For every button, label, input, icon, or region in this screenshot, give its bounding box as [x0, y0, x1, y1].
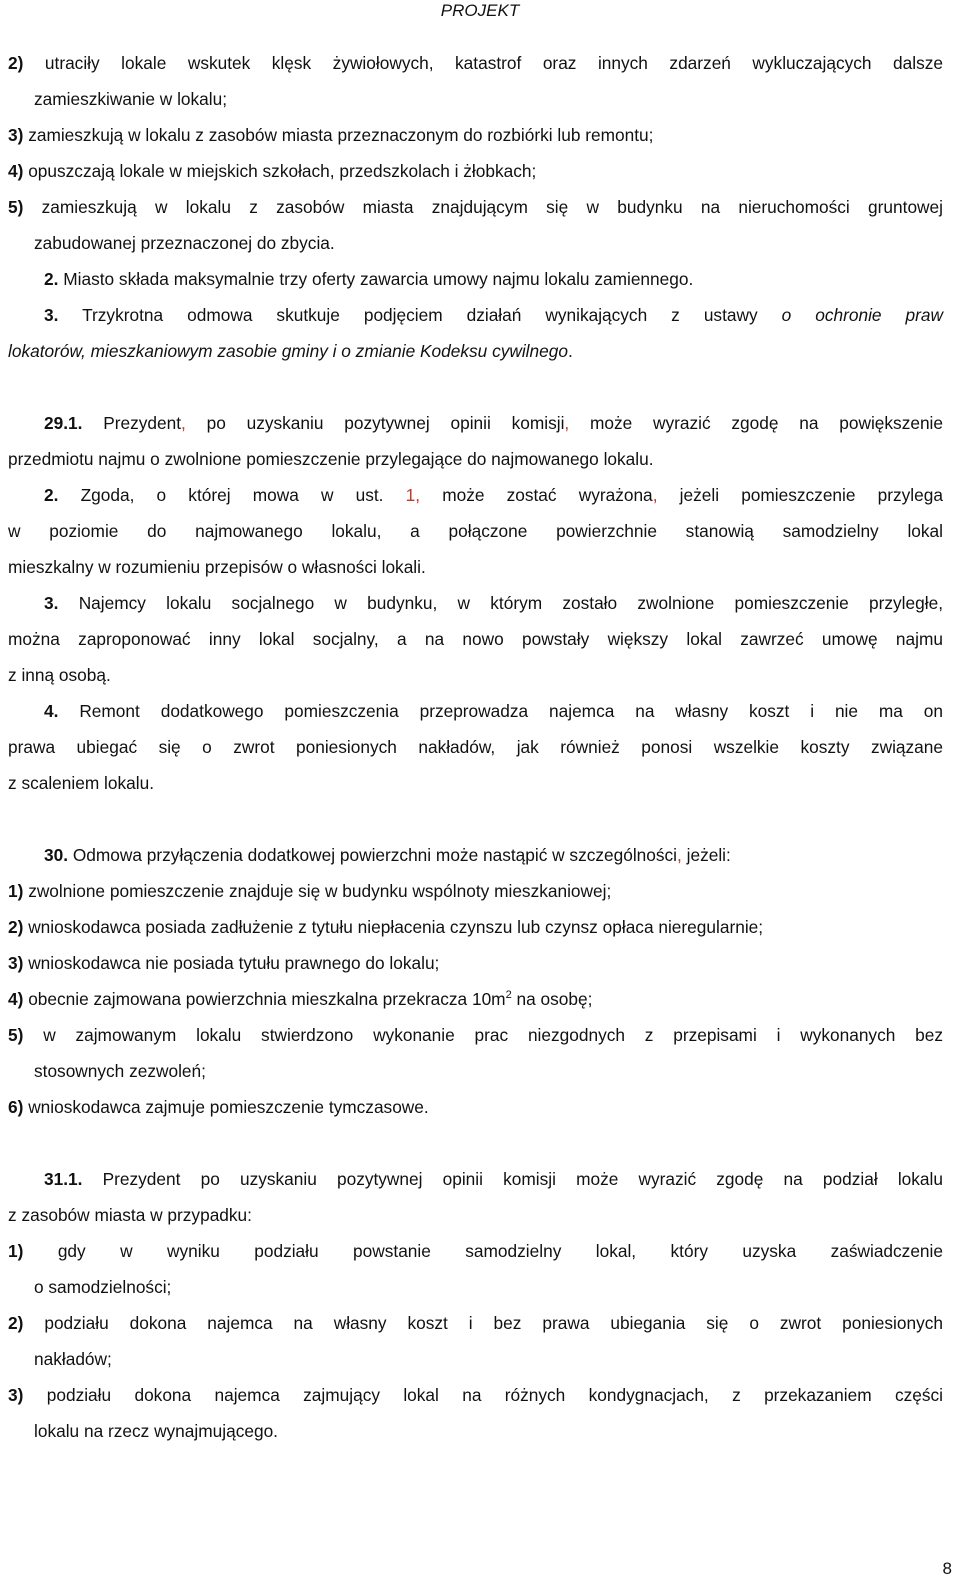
section-31-item-3-cont: lokalu na rzecz wynajmującego.: [34, 1421, 278, 1441]
list-number: 4): [8, 989, 24, 1009]
section-31-item-1-cont: o samodzielności;: [34, 1277, 172, 1297]
paragraph-number: 2.: [44, 485, 59, 505]
list-text: wnioskodawca nie posiada tytułu prawnego do lokalu;: [28, 953, 440, 973]
header-projekt: PROJEKT: [440, 1, 520, 20]
section-number: 30.: [44, 845, 69, 865]
list-text: opuszczają lokale w miejskich szkołach, przedszkolach i żłobkach;: [28, 161, 537, 181]
list-number: 2): [8, 1313, 24, 1333]
section-29-paragraph-2: [44, 484, 943, 506]
text: Zgoda, o której mowa w ust.: [80, 485, 384, 505]
text: Odmowa przyłączenia dodatkowej powierzchni może nastąpić w szczególności: [72, 845, 678, 865]
list-text: obecnie zajmowana powierzchnia mieszkalna przekracza 10m: [28, 989, 506, 1009]
list-item-4: [8, 160, 536, 182]
list-number: 1): [8, 881, 24, 901]
list-item-2: [8, 52, 943, 74]
section-30-item-5-cont: stosownych zezwoleń;: [34, 1061, 206, 1081]
act-title: lokatorów, mieszkaniowym zasobie gminy i o zmianie Kodeksu cywilnego: [8, 341, 568, 361]
superscript: 2: [505, 989, 512, 1002]
section-29-paragraph-2-end: mieszkalny w rozumieniu przepisów o własności lokali.: [8, 557, 426, 577]
list-number: 5): [8, 1025, 24, 1045]
paragraph-text: Trzykrotna odmowa skutkuje podjęciem działań wynikających z ustawy: [82, 305, 758, 325]
section-31-item-3: [8, 1384, 943, 1406]
section-30-item-4: [8, 988, 592, 1010]
list-text: wnioskodawca posiada zadłużenie z tytułu niepłacenia czynszu lub czynsz opłaca nieregularnie;: [28, 917, 764, 937]
section-31-paragraph-1: [44, 1168, 943, 1190]
list-text: zamieszkują w lokalu z zasobów miasta znajdującym się w budynku na nieruchomości gruntowej: [41, 197, 943, 217]
text: Najemcy lokalu socjalnego w budynku, w którym zostało zwolnione pomieszczenie przyległe,: [78, 593, 943, 613]
list-number: 6): [8, 1097, 24, 1117]
text: jeżeli pomieszczenie przylega: [679, 485, 943, 505]
list-text: podziału dokona najemca zajmujący lokal na różnych kondygnacjach, z przekazaniem części: [46, 1385, 944, 1405]
list-text: utraciły lokale wskutek klęsk żywiołowych, katastrof oraz innych zdarzeń wykluczających dalsze: [44, 53, 943, 73]
section-29-paragraph-4-end: z scaleniem lokalu.: [8, 773, 154, 793]
section-30-intro: [44, 844, 731, 866]
act-title: o ochronie praw: [781, 305, 943, 325]
paragraph-number: 2.: [44, 269, 59, 289]
paragraph-3-cont: [8, 340, 573, 362]
list-number: 3): [8, 125, 24, 145]
list-item-2-cont: zamieszkiwanie w lokalu;: [34, 89, 228, 109]
list-number: 3): [8, 953, 24, 973]
paragraph-text: Miasto składa maksymalnie trzy oferty zawarcia umowy najmu lokalu zamiennego.: [63, 269, 694, 289]
text: po uzyskaniu pozytywnej opinii komisji: [206, 413, 565, 433]
list-text: gdy w wyniku podziału powstanie samodzielny lokal, który uzyska zaświadczenie: [57, 1241, 943, 1261]
section-number: 31.1.: [44, 1169, 83, 1189]
paragraph-number: 4.: [44, 701, 59, 721]
list-number: 2): [8, 53, 24, 73]
list-text: wnioskodawca zajmuje pomieszczenie tymczasowe.: [28, 1097, 429, 1117]
text: Prezydent: [103, 413, 182, 433]
paragraph-number: 3.: [44, 305, 59, 325]
list-number: 3): [8, 1385, 24, 1405]
section-29-paragraph-1: [44, 412, 943, 434]
paragraph-3: [44, 304, 943, 326]
list-number: 5): [8, 197, 24, 217]
text: może zostać wyrażona: [442, 485, 653, 505]
punctuation: ,: [181, 413, 186, 433]
list-text: zwolnione pomieszczenie znajduje się w budynku wspólnoty mieszkaniowej;: [28, 881, 612, 901]
list-number: 1): [8, 1241, 24, 1261]
list-item-3: [8, 124, 653, 146]
section-30-item-5: [8, 1024, 943, 1046]
section-29-paragraph-4: [44, 700, 943, 722]
section-29-paragraph-3-cont: można zaproponować inny lokal socjalny, a na nowo powstały większy lokal zawrzeć umowę najmu: [8, 629, 943, 649]
reference: 1: [405, 485, 416, 505]
text: Remont dodatkowego pomieszczenia przeprowadza najemca na własny koszt i nie ma on: [79, 701, 943, 721]
section-30-item-6: [8, 1096, 429, 1118]
section-31-item-2-cont: nakładów;: [34, 1349, 112, 1369]
section-31-item-2: [8, 1312, 943, 1334]
section-29-paragraph-4-cont: prawa ubiegać się o zwrot poniesionych nakładów, jak również ponosi wszelkie koszty związane: [8, 737, 943, 757]
section-31-paragraph-1-cont: z zasobów miasta w przypadku:: [8, 1205, 252, 1225]
section-29-paragraph-2-cont: w poziomie do najmowanego lokalu, a połączone powierzchnie stanowią samodzielny lokal: [8, 521, 943, 541]
list-item-5: [8, 196, 943, 218]
punctuation: ,: [677, 845, 682, 865]
list-text: na osobę;: [511, 989, 593, 1009]
punctuation: .: [567, 341, 573, 361]
list-text: w zajmowanym lokalu stwierdzono wykonanie prac niezgodnych z przepisami i wykonanych bez: [43, 1025, 943, 1045]
section-29-paragraph-1-cont: przedmiotu najmu o zwolnione pomieszczenie przylegające do najmowanego lokalu.: [8, 449, 654, 469]
text: Prezydent po uzyskaniu pozytywnej opinii komisji może wyrazić zgodę na podział lokalu: [102, 1169, 943, 1189]
text: może wyrazić zgodę na powiększenie: [590, 413, 944, 433]
section-30-item-3: [8, 952, 439, 974]
list-text: zamieszkują w lokalu z zasobów miasta przeznaczonym do rozbiórki lub remontu;: [28, 125, 654, 145]
list-item-5-cont: zabudowanej przeznaczonej do zbycia.: [34, 233, 335, 253]
section-30-item-2: [8, 916, 763, 938]
section-29-paragraph-3-end: z inną osobą.: [8, 665, 111, 685]
section-31-item-1: [8, 1240, 943, 1262]
list-number: 4): [8, 161, 24, 181]
text: jeżeli:: [686, 845, 731, 865]
section-30-item-1: [8, 880, 611, 902]
page-number: 8: [942, 1559, 952, 1578]
list-text: podziału dokona najemca na własny koszt i bez prawa ubiegania się o zwrot poniesionych: [44, 1313, 943, 1333]
punctuation: ,: [415, 485, 421, 505]
punctuation: ,: [652, 485, 658, 505]
section-29-paragraph-3: [44, 592, 943, 614]
list-number: 2): [8, 917, 24, 937]
paragraph-number: 3.: [44, 593, 59, 613]
section-number: 29.1.: [44, 413, 83, 433]
paragraph-2: [44, 268, 693, 290]
punctuation: ,: [564, 413, 570, 433]
